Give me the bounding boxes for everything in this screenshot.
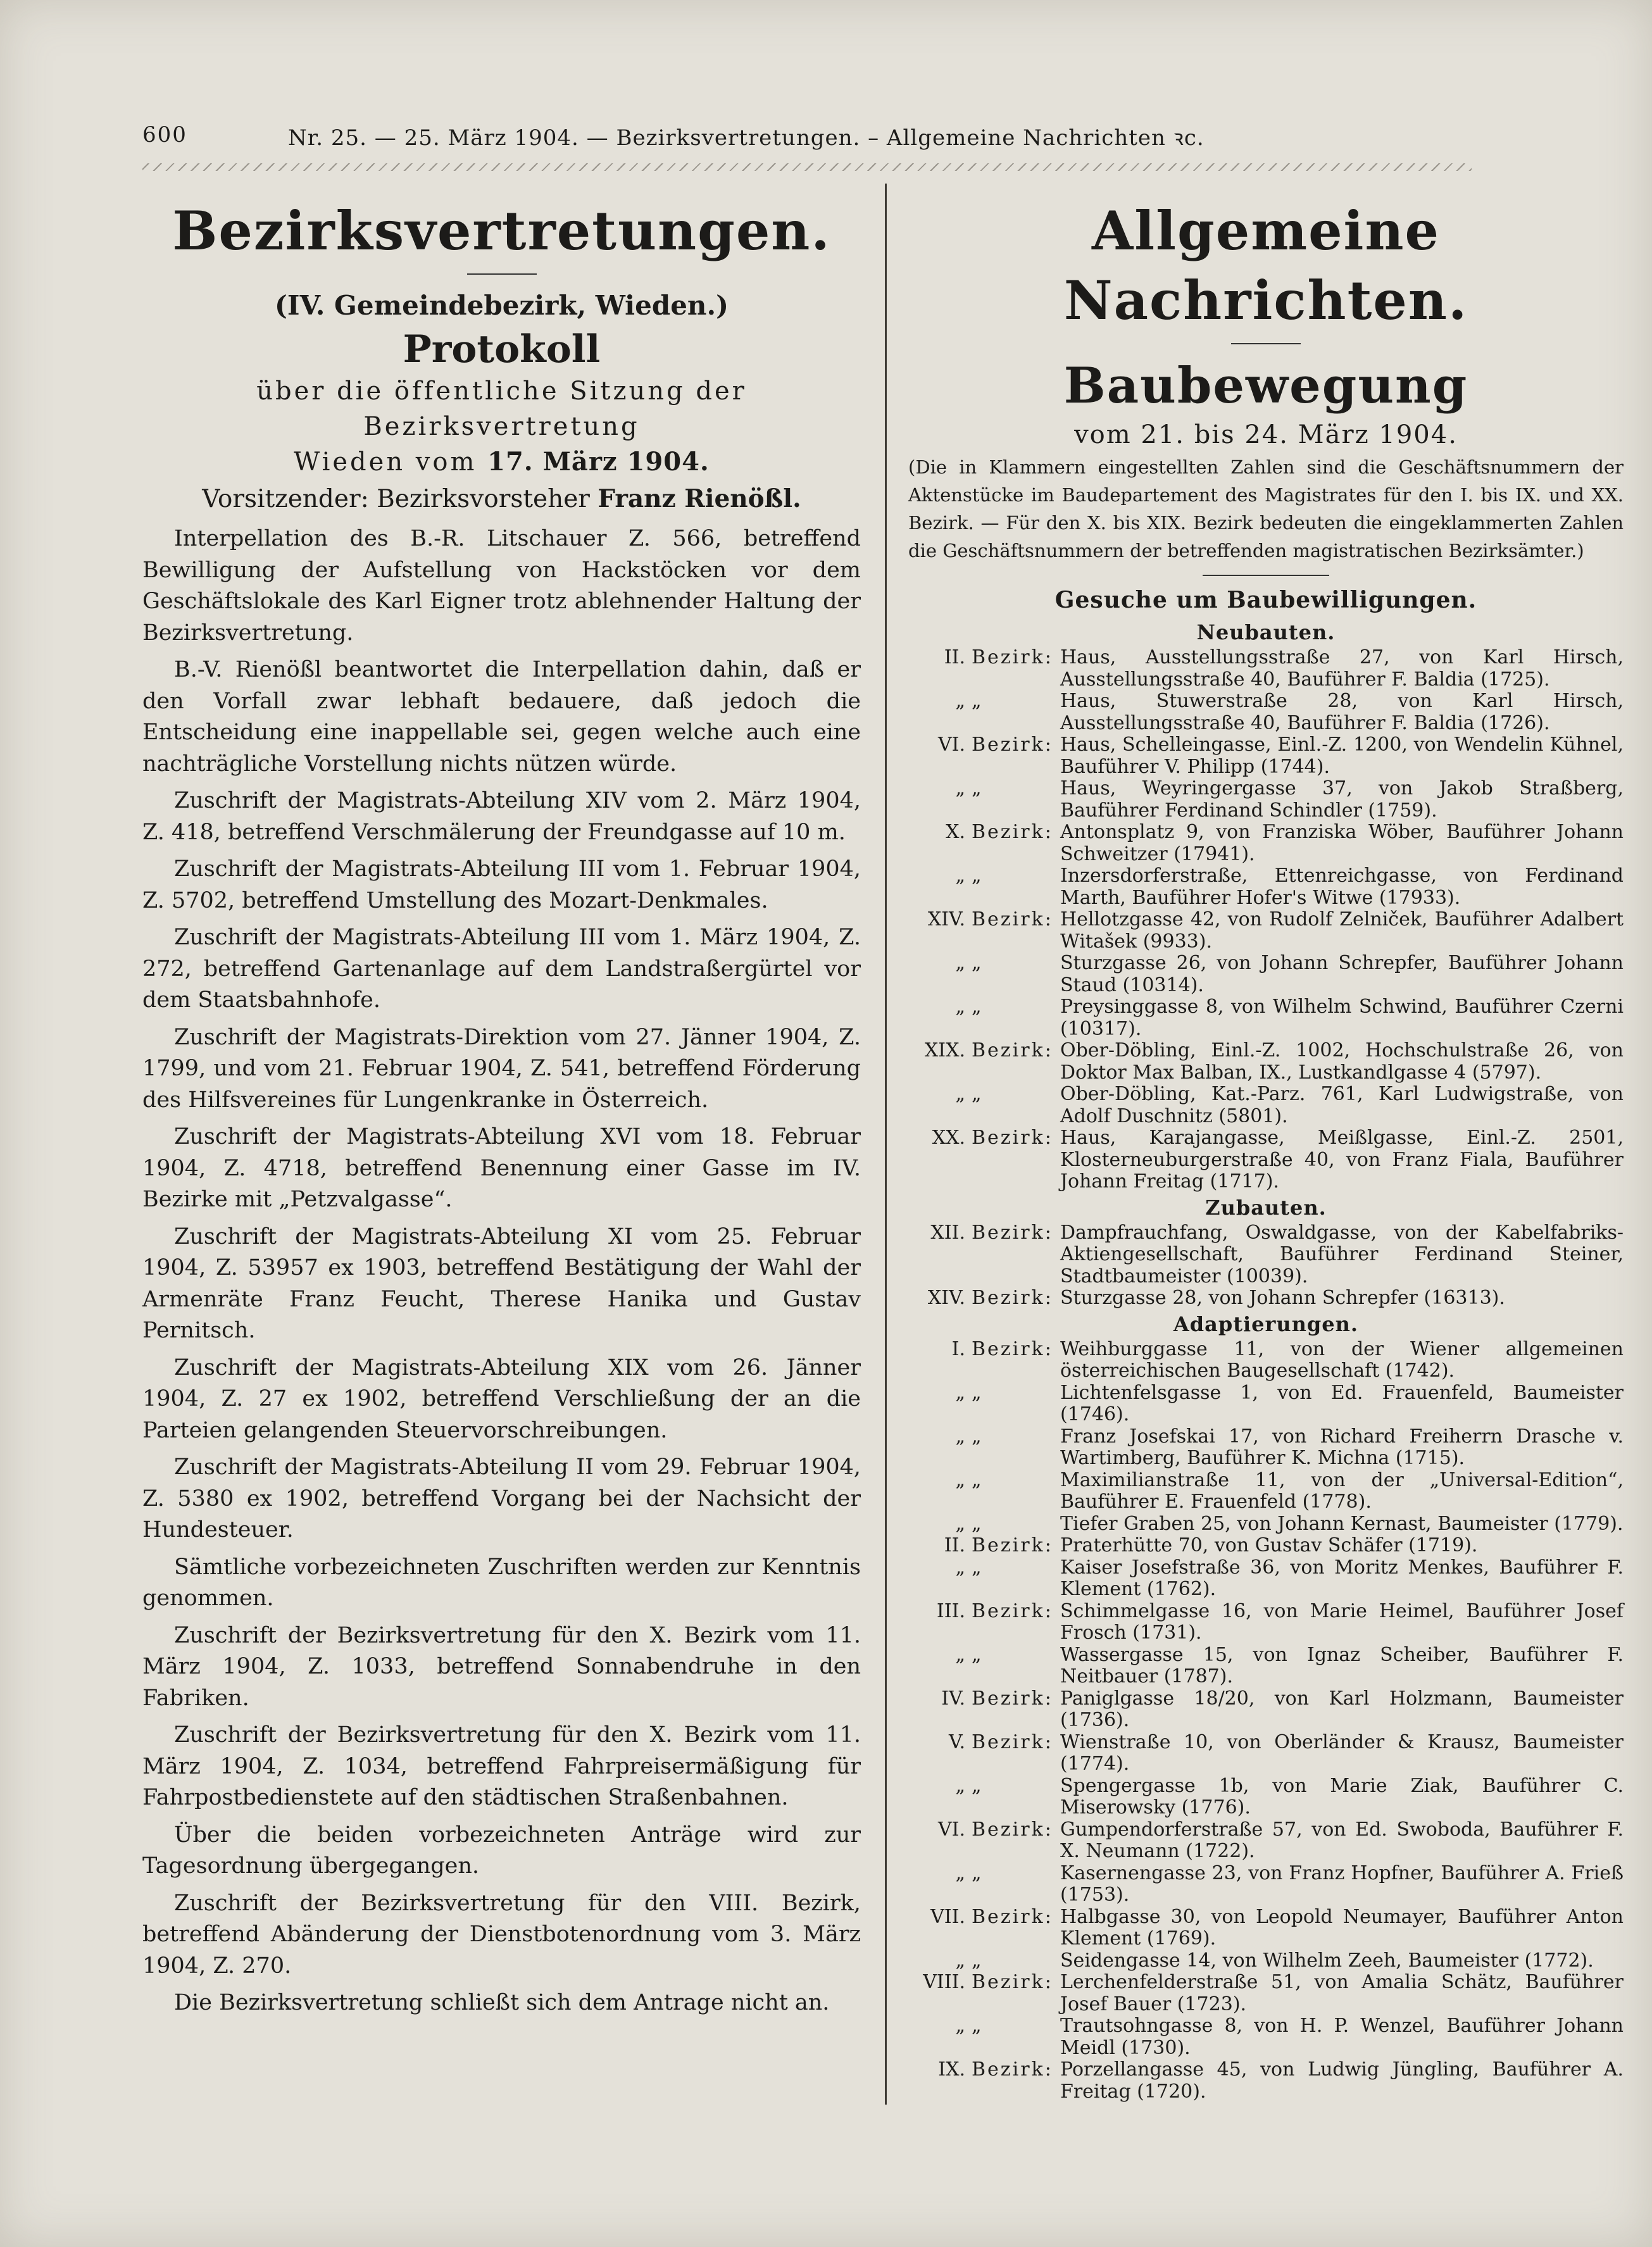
district-number: II.: [944, 1534, 965, 1556]
district-number: II.: [944, 646, 965, 668]
district-key: [908, 691, 1060, 734]
permit-entry: [908, 953, 1624, 996]
permit-entry: [908, 1688, 1624, 1732]
district-key: [908, 1644, 1060, 1688]
paragraph: Zuschrift der Magistrats-Abteilung XVI vom 18. Februar 1904, Z. 4718, betreffend Benennung einer Gasse im IV. Bezirke mit „Petzvalgasse“.: [142, 1124, 861, 1212]
district-number: „: [955, 2015, 965, 2037]
district-key: [908, 822, 1060, 865]
permit-entry: [908, 1732, 1624, 1775]
district-key: [908, 1535, 1060, 1557]
permit-text: Kasernengasse 23, von Franz Hopfner, Bauführer A. Frieß (1753).: [1060, 1862, 1624, 1906]
permit-text: Paniglgasse 18/20, von Karl Holzmann, Baumeister (1736).: [1060, 1687, 1624, 1731]
district-key: [908, 2059, 1060, 2103]
paragraph: Zuschrift der Magistrats-Abteilung III vom 1. März 1904, Z. 272, betreffend Gartenanlage auf dem Landstraßergürtel vor dem Staatsbahnhofe.: [142, 925, 861, 1013]
permit-entry: [908, 1470, 1624, 1513]
district-number: „: [955, 1774, 965, 1797]
district-number: „: [955, 1468, 965, 1491]
district-label: Bezirk:: [972, 1337, 1053, 1360]
permit-text: Haus, Weyringergasse 37, von Jakob Straßberg, Bauführer Ferdinand Schindler (1759).: [1060, 777, 1624, 822]
column-divider: [885, 184, 887, 2105]
district-number: VIII.: [923, 1971, 965, 1993]
district-key: [908, 1688, 1060, 1732]
permit-entry: [908, 1863, 1624, 1906]
district-key: [908, 1040, 1060, 1084]
section-heading: Zubauten.: [1205, 1195, 1327, 1220]
permit-entry: [908, 909, 1624, 953]
permit-text: Spengergasse 1b, von Marie Ziak, Bauführer C. Miserowsky (1776).: [1060, 1774, 1624, 1818]
permit-entry: [908, 865, 1624, 909]
district-number: „: [955, 865, 965, 887]
district-key: [908, 1972, 1060, 2015]
district-label: Bezirk:: [972, 646, 1053, 668]
permit-entry: [908, 1426, 1624, 1470]
permit-text: Haus, Ausstellungsstraße 27, von Karl Hirsch, Ausstellungsstraße 40, Bauführer F. Baldia (1725).: [1060, 646, 1624, 691]
district-label: Bezirk:: [972, 1731, 1053, 1753]
date-range: vom 21. bis 24. März 1904.: [1074, 420, 1458, 449]
district-number: „: [955, 996, 965, 1018]
permit-text: Sturzgasse 28, von Johann Schrepfer (16313).: [1060, 1287, 1505, 1309]
chair-line: [142, 480, 861, 518]
district-label: Bezirk:: [972, 1818, 1053, 1841]
paragraph: Interpellation des B.-R. Litschauer Z. 566, betreffend Bewilligung der Aufstellung von Hackstöcken vor dem Geschäftslokale des Karl Eigner trotz ablehnender Haltung der Bezirksvertretung.: [142, 526, 861, 646]
permit-text: Antonsplatz 9, von Franziska Wöber, Bauführer Johann Schweitzer (17941).: [1060, 821, 1624, 865]
permit-entry: [908, 2015, 1624, 2059]
district-number: VII.: [930, 1905, 965, 1928]
district-label: „: [972, 1381, 984, 1404]
district-key: [908, 1557, 1060, 1601]
permit-entry: [908, 647, 1624, 691]
permit-text: Haus, Stuwerstraße 28, von Karl Hirsch, Ausstellungsstraße 40, Bauführer F. Baldia (1726).: [1060, 690, 1624, 734]
district-number: „: [955, 1083, 965, 1105]
paragraph: B.-V. Rienößl beantwortet die Interpellation dahin, daß er den Vorfall zwar lebhaft bedauere, daß jedoch die Entscheidung eine inappellable sei, gegen welche auch eine nachträgliche Vorstellung nichts nützen würde.: [142, 657, 861, 777]
paragraph: Zuschrift der Bezirksvertretung für den X. Bezirk vom 11. März 1904, Z. 1034, betreffend Fahrpreisermäßigung für Fahrpostbedienstete auf den städtischen Straßenbahnen.: [142, 1722, 861, 1810]
district-label: „: [972, 1862, 984, 1884]
paragraph: Sämtliche vorbezeichneten Zuschriften werden zur Kenntnis genommen.: [142, 1554, 861, 1611]
section-rule: [1203, 575, 1329, 576]
district-key: [908, 1513, 1060, 1536]
district-key: [908, 1222, 1060, 1288]
permit-entry: [908, 1819, 1624, 1863]
permit-text: Schimmelgasse 16, von Marie Heimel, Bauführer Josef Frosch (1731).: [1060, 1599, 1624, 1644]
permit-entry: [908, 1339, 1624, 1382]
section-heading: Adaptierungen.: [1173, 1311, 1359, 1336]
district-number: „: [955, 1862, 965, 1884]
permit-text: Inzersdorferstraße, Ettenreichgasse, von Ferdinand Marth, Bauführer Hofer's Witwe (17933).: [1060, 865, 1624, 909]
permit-text: Sturzgasse 26, von Johann Schrepfer, Bauführer Johann Staud (10314).: [1060, 952, 1624, 996]
district-key: [908, 1863, 1060, 1906]
permit-entry: [908, 778, 1624, 822]
district-label: Bezirk:: [972, 1599, 1053, 1622]
district-key: [908, 1732, 1060, 1775]
title-rule: [1231, 343, 1301, 344]
permit-text: Trautsohngasse 8, von H. P. Wenzel, Bauführer Johann Meidl (1730).: [1060, 2015, 1624, 2059]
district-label: „: [972, 1949, 984, 1972]
permit-entry: [908, 822, 1624, 865]
district-key: [908, 996, 1060, 1040]
permit-text: Seidengasse 14, von Wilhelm Zeeh, Baumeister (1772).: [1060, 1949, 1594, 1972]
district-key: [908, 1950, 1060, 1972]
district-key: [908, 953, 1060, 996]
permit-text: Dampfrauchfang, Oswaldgasse, von der Kabelfabriks-Aktiengesellschaft, Bauführer Ferdinand Steiner, Stadtbaumeister (10039).: [1060, 1221, 1624, 1287]
district-key: [908, 1470, 1060, 1513]
district-number: „: [955, 1643, 965, 1666]
protocol-body: [142, 523, 861, 2019]
permit-text: Wassergasse 15, von Ignaz Scheiber, Bauführer F. Neitbauer (1787).: [1060, 1643, 1624, 1687]
permit-entry: [908, 1040, 1624, 1084]
district-key: [908, 909, 1060, 953]
district-number: VI.: [937, 1818, 965, 1841]
district-label: Bezirk:: [972, 1127, 1053, 1149]
permit-text: Maximilianstraße 11, von der „Universal-Edition“, Bauführer E. Frauenfeld (1778).: [1060, 1468, 1624, 1513]
district-label: Bezirk:: [972, 734, 1053, 756]
district-number: „: [955, 1381, 965, 1404]
permit-text: Franz Josefskai 17, von Richard Freiherrn Drasche v. Wartimberg, Bauführer K. Michna (1715).: [1060, 1425, 1624, 1469]
district-label: Bezirk:: [972, 908, 1053, 930]
paragraph: Über die beiden vorbezeichneten Anträge wird zur Tagesordnung übergegangen.: [142, 1822, 861, 1879]
permit-entry: [908, 691, 1624, 734]
district-label: Bezirk:: [972, 1905, 1053, 1928]
permit-text: Lichtenfelsgasse 1, von Ed. Frauenfeld, Baumeister (1746).: [1060, 1381, 1624, 1425]
district-key: [908, 1127, 1060, 1193]
permit-text: Porzellangasse 45, von Ludwig Jüngling, Bauführer A. Freitag (1720).: [1060, 2058, 1624, 2103]
district-number: „: [955, 1425, 965, 1448]
chair-label: Vorsitzender: Bezirksvorsteher: [202, 485, 590, 513]
applications-heading: Gesuche um Baubewilligungen.: [1054, 587, 1477, 613]
session-intro-date-line: [142, 444, 861, 480]
district-key: [908, 1339, 1060, 1382]
district-label: Bezirk:: [972, 1687, 1053, 1710]
permit-entry: [908, 1084, 1624, 1127]
paragraph: Zuschrift der Magistrats-Abteilung III vom 1. Februar 1904, Z. 5702, betreffend Umstellung des Mozart-Denkmales.: [142, 856, 861, 913]
permit-text: Haus, Schelleingasse, Einl.-Z. 1200, von Wendelin Kühnel, Bauführer V. Philipp (1744).: [1060, 734, 1624, 778]
permit-entry: [908, 1557, 1624, 1601]
district-label: „: [972, 777, 984, 799]
session-place: Wieden vom: [294, 448, 477, 477]
district-key: [908, 1906, 1060, 1950]
district-number: XII.: [930, 1221, 965, 1244]
district-heading: (IV. Gemeindebezirk, Wieden.): [275, 290, 729, 321]
permit-entry: [908, 2059, 1624, 2103]
paragraph: Zuschrift der Magistrats-Abteilung XIX vom 26. Jänner 1904, Z. 27 ex 1902, betreffend Verschließung der an die Parteien gelangenden Steuervorschreibungen.: [142, 1355, 861, 1443]
permit-text: Lerchenfelderstraße 51, von Amalia Schätz, Bauführer Josef Bauer (1723).: [1060, 1971, 1624, 2015]
header-wavy-rule: [142, 163, 1472, 171]
district-key: [908, 778, 1060, 822]
permit-text: Haus, Karajangasse, Meißlgasse, Einl.-Z. 2501, Klosterneuburgerstraße 40, von Franz Fiala, Bauführer Johann Freitag (1717).: [1060, 1127, 1624, 1192]
district-number: XIV.: [927, 908, 965, 930]
district-number: XX.: [932, 1127, 965, 1149]
title-rule: [467, 273, 537, 275]
permit-entry: [908, 1287, 1624, 1310]
district-number: IV.: [941, 1687, 965, 1710]
paragraph: Zuschrift der Bezirksvertretung für den VIII. Bezirk, betreffend Abänderung der Dienstbotenordnung vom 3. März 1904, Z. 270.: [142, 1890, 861, 1979]
running-title: Nr. 25. — 25. März 1904. — Bezirksvertretungen. – Allgemeine Nachrichten ꝛc.: [288, 125, 1205, 151]
page-header: [142, 117, 1472, 155]
session-intro-line: über die öffentliche Sitzung der Bezirksvertretung: [256, 377, 747, 441]
permit-text: Tiefer Graben 25, von Johann Kernast, Baumeister (1779).: [1060, 1512, 1624, 1535]
district-label: „: [972, 865, 984, 887]
district-label: „: [972, 952, 984, 974]
district-key: [908, 734, 1060, 778]
permit-entry: [908, 1127, 1624, 1193]
district-label: Bezirk:: [972, 2058, 1053, 2081]
district-number: „: [955, 952, 965, 974]
district-label: „: [972, 1643, 984, 1666]
permit-entry: [908, 1644, 1624, 1688]
permit-text: Praterhütte 70, von Gustav Schäfer (1719).: [1060, 1534, 1478, 1556]
permit-text: Preysinggasse 8, von Wilhelm Schwind, Bauführer Czerni (10317).: [1060, 996, 1624, 1040]
district-label: Bezirk:: [972, 1287, 1053, 1309]
left-column: [142, 184, 861, 2025]
district-number: X.: [946, 821, 965, 843]
district-label: „: [972, 690, 984, 712]
district-key: [908, 2015, 1060, 2059]
district-number: I.: [951, 1337, 965, 1360]
permit-entry: [908, 1906, 1624, 1950]
protokoll-heading: Protokoll: [403, 327, 601, 372]
permit-entry: [908, 1382, 1624, 1426]
district-label: Bezirk:: [972, 1534, 1053, 1556]
page-number: 600: [142, 122, 187, 147]
district-number: „: [955, 690, 965, 712]
paragraph: Zuschrift der Bezirksvertretung für den X. Bezirk vom 11. März 1904, Z. 1033, betreffend Sonnabendruhe in den Fabriken.: [142, 1622, 861, 1711]
district-number: XIV.: [927, 1287, 965, 1309]
district-label: Bezirk:: [972, 1221, 1053, 1244]
district-label: „: [972, 1083, 984, 1105]
permit-entry: [908, 1222, 1624, 1288]
district-label: Bezirk:: [972, 1039, 1053, 1061]
district-label: „: [972, 2015, 984, 2037]
baubewegung-heading: Baubewegung: [1063, 357, 1468, 415]
permit-text: Hellotzgasse 42, von Rudolf Zelniček, Bauführer Adalbert Witašek (9933).: [1060, 908, 1624, 953]
left-title: Bezirksvertretungen.: [172, 199, 831, 262]
district-number: „: [955, 1556, 965, 1579]
permit-entry: [908, 1950, 1624, 1972]
right-title: Allgemeine Nachrichten.: [1063, 199, 1468, 332]
section-heading: Neubauten.: [1196, 620, 1336, 644]
district-label: Bezirk:: [972, 821, 1053, 843]
paragraph: Zuschrift der Magistrats-Abteilung XIV vom 2. März 1904, Z. 418, betreffend Verschmälerung der Freundgasse auf 10 m.: [142, 788, 861, 845]
district-key: [908, 1084, 1060, 1127]
permit-text: Ober-Döbling, Kat.-Parz. 761, Karl Ludwigstraße, von Adolf Duschnitz (5801).: [1060, 1083, 1624, 1127]
permit-entry: [908, 734, 1624, 778]
district-key: [908, 865, 1060, 909]
district-key: [908, 647, 1060, 691]
district-number: V.: [949, 1731, 965, 1753]
district-number: „: [955, 777, 965, 799]
district-key: [908, 1382, 1060, 1426]
district-number: XIX.: [924, 1039, 965, 1061]
district-label: „: [972, 1425, 984, 1448]
permit-text: Gumpendorferstraße 57, von Ed. Swoboda, Bauführer F. X. Neumann (1722).: [1060, 1818, 1624, 1862]
district-number: „: [955, 1512, 965, 1535]
paragraph: Zuschrift der Magistrats-Abteilung II vom 29. Februar 1904, Z. 5380 ex 1902, betreffend Vorgang bei der Nachsicht der Hundesteuer.: [142, 1455, 861, 1543]
permit-entry: [908, 1535, 1624, 1557]
permit-text: Kaiser Josefstraße 36, von Moritz Menkes, Bauführer F. Klement (1762).: [1060, 1556, 1624, 1600]
chair-name: Franz Rienößl.: [598, 484, 801, 513]
district-key: [908, 1287, 1060, 1310]
district-number: „: [955, 1949, 965, 1972]
permit-sections: [908, 618, 1624, 2103]
district-label: „: [972, 1512, 984, 1535]
district-key: [908, 1601, 1060, 1644]
paragraph: Die Bezirksvertretung schließt sich dem Antrage nicht an.: [174, 1990, 830, 2015]
session-date: 17. März 1904.: [487, 447, 710, 477]
paragraph: Zuschrift der Magistrats-Abteilung XI vom 25. Februar 1904, Z. 53957 ex 1903, betreffend Bestätigung der Wahl der Armenräte Franz Feucht, Therese Hanika und Gustav Pernitsch.: [142, 1224, 861, 1343]
permit-entry: [908, 996, 1624, 1040]
right-column: [908, 184, 1624, 2103]
permit-entry: [908, 1601, 1624, 1644]
district-label: „: [972, 1556, 984, 1579]
permit-entry: [908, 1513, 1624, 1536]
permit-text: Wienstraße 10, von Oberländer & Krausz, Baumeister (1774).: [1060, 1731, 1624, 1775]
district-label: „: [972, 1774, 984, 1797]
permit-entry: [908, 1972, 1624, 2015]
explanatory-note: (Die in Klammern eingestellten Zahlen sind die Geschäftsnummern der Aktenstücke im Baudepartement des Magistrates für den I. bis IX. und XX. Bezirk. — Für den X. bis XIX. Bezirk bedeuten die eingeklammerten Zahlen die Geschäftsnummern der betreffenden magistratischen Bezirksämter.): [908, 456, 1624, 561]
permit-text: Ober-Döbling, Einl.-Z. 1002, Hochschulstraße 26, von Doktor Max Balban, IX., Lustkandlgasse 4 (5797).: [1060, 1039, 1624, 1084]
district-label: „: [972, 1468, 984, 1491]
permit-text: Halbgasse 30, von Leopold Neumayer, Bauführer Anton Klement (1769).: [1060, 1905, 1624, 1950]
session-intro: [142, 373, 861, 480]
district-key: [908, 1775, 1060, 1819]
district-label: „: [972, 996, 984, 1018]
district-number: VI.: [937, 734, 965, 756]
paragraph: Zuschrift der Magistrats-Direktion vom 27. Jänner 1904, Z. 1799, und vom 21. Februar 1904, Z. 541, betreffend Förderung des Hilfsvereines für Lungenkranke in Österreich.: [142, 1024, 861, 1113]
district-key: [908, 1819, 1060, 1863]
district-number: IX.: [938, 2058, 965, 2081]
district-label: Bezirk:: [972, 1971, 1053, 1993]
district-key: [908, 1426, 1060, 1470]
permit-text: Weihburggasse 11, von der Wiener allgemeinen österreichischen Baugesellschaft (1742).: [1060, 1337, 1624, 1382]
permit-entry: [908, 1775, 1624, 1819]
district-number: III.: [936, 1599, 965, 1622]
